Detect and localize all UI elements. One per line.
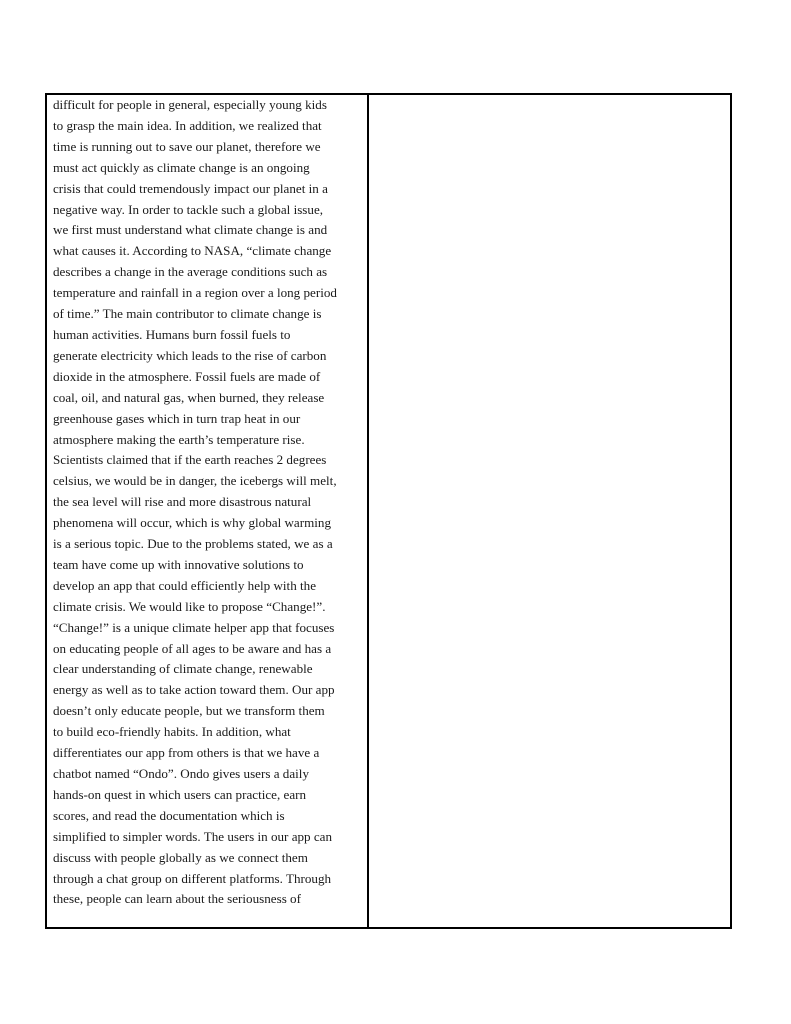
text-line: on educating people of all ages to be aware and has a — [53, 640, 332, 656]
text-line: hands-on quest in which users can practice, earn — [53, 786, 307, 802]
right-empty-cell — [368, 94, 731, 928]
text-line: discuss with people globally as we connect them — [53, 849, 308, 865]
text-line: time is running out to save our planet, therefore we — [53, 138, 321, 154]
text-line: climate crisis. We would like to propose “Change!”. — [53, 598, 326, 614]
text-line: phenomena will occur, which is why global warming — [53, 515, 332, 531]
text-line: must act quickly as climate change is an ongoing — [53, 159, 310, 175]
text-line: is a serious topic. Due to the problems stated, we as a — [53, 536, 333, 552]
text-line: “Change!” is a unique climate helper app that focuses — [53, 619, 335, 635]
text-line: to build eco-friendly habits. In addition, what — [53, 724, 291, 740]
text-line: atmosphere making the earth’s temperature rise. — [53, 431, 305, 447]
text-line: energy as well as to take action toward them. Our app — [53, 682, 335, 698]
text-line: scores, and read the documentation which is — [53, 807, 285, 823]
text-line: to grasp the main idea. In addition, we realized that — [53, 117, 322, 133]
text-line: team have come up with innovative solutions to — [53, 556, 304, 572]
text-line: temperature and rainfall in a region over a long period — [53, 285, 337, 301]
left-text-cell — [46, 94, 368, 928]
text-line: these, people can learn about the seriousness of — [53, 891, 301, 907]
text-line: negative way. In order to tackle such a global issue, — [53, 201, 324, 217]
text-line: develop an app that could efficiently help with the — [53, 577, 317, 593]
text-line: coal, oil, and natural gas, when burned, they release — [53, 389, 325, 405]
text-line: simplified to simpler words. The users in our app can — [53, 828, 333, 844]
text-line: difficult for people in general, especially young kids — [53, 97, 327, 112]
text-line: chatbot named “Ondo”. Ondo gives users a daily — [53, 766, 309, 781]
text-line: generate electricity which leads to the rise of carbon — [53, 347, 327, 363]
text-line: we first must understand what climate change is and — [53, 222, 328, 238]
text-line: greenhouse gases which in turn trap heat in our — [53, 410, 301, 426]
text-line: human activities. Humans burn fossil fuels to — [53, 326, 291, 342]
text-line: dioxide in the atmosphere. Fossil fuels are made of — [53, 368, 321, 384]
text-line: Scientists claimed that if the earth reaches 2 degrees — [53, 452, 327, 468]
text-line: celsius, we would be in danger, the icebergs will melt, — [53, 473, 337, 489]
text-line: the sea level will rise and more disastrous natural — [53, 494, 312, 510]
text-line: clear understanding of climate change, renewable — [53, 661, 313, 677]
text-line: of time.” The main contributor to climate change is — [53, 306, 322, 322]
text-line: crisis that could tremendously impact our planet in a — [53, 180, 328, 196]
text-line: what causes it. According to NASA, “climate change — [53, 243, 332, 259]
table-row — [46, 94, 731, 928]
text-line: describes a change in the average conditions such as — [53, 264, 328, 280]
body-paragraph — [47, 95, 367, 910]
text-line: differentiates our app from others is that we have a — [53, 745, 320, 761]
document-table — [45, 93, 732, 929]
text-line: doesn’t only educate people, but we transform them — [53, 703, 325, 719]
text-line: through a chat group on different platforms. Through — [53, 870, 332, 886]
